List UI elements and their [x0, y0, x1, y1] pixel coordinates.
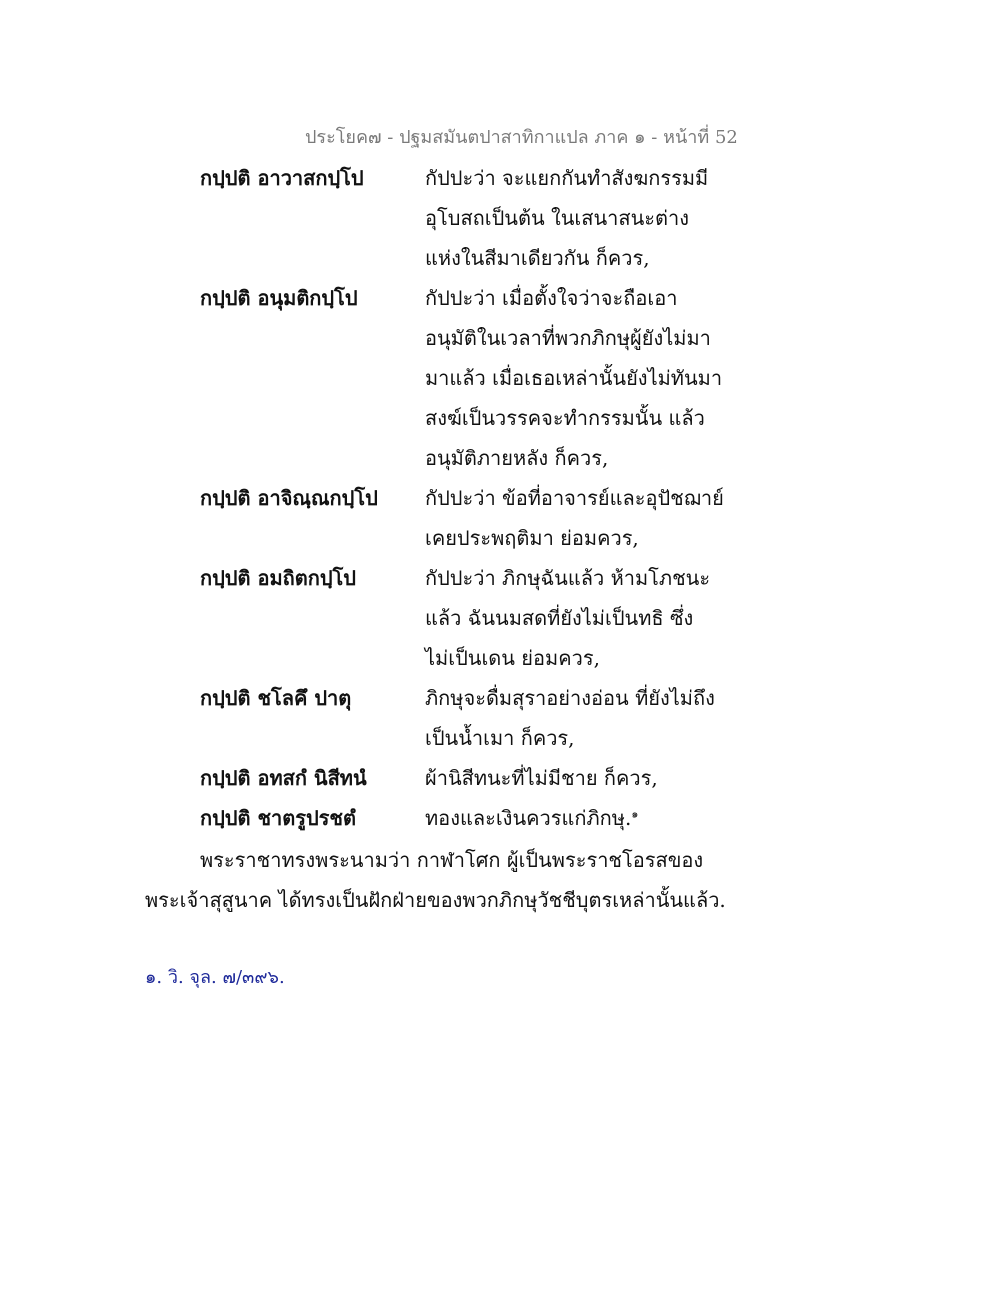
entry-term: กปฺปติ อาวาสกปฺโป	[200, 166, 364, 190]
paragraph-line: พระราชาทรงพระนามว่า กาฬาโศก ผู้เป็นพระราชโอรสของ	[200, 848, 704, 872]
page-header: ประโยค๗ - ปฐมสมันตปาสาทิกาแปล ภาค ๑ - หน้าที่ 52	[305, 127, 738, 148]
entry-term: กปฺปติ อาจิณฺณกปฺโป	[200, 486, 378, 510]
entry-term: กปฺปติ ชาตรูปรชตํ	[200, 806, 356, 830]
entry-term: กปฺปติ อทสกํ นิสีทนํ	[200, 766, 367, 790]
footnote: ๑. วิ. จุล. ๗/๓๙๖.	[145, 967, 285, 988]
entry-definition-line: กัปปะว่า เมื่อตั้งใจว่าจะถือเอา	[425, 286, 678, 310]
entry-definition-line: ผ้านิสีทนะที่ไม่มีชาย ก็ควร,	[425, 766, 658, 790]
entry-term: กปฺปติ อมถิตกปฺโป	[200, 566, 356, 590]
entry-definition-line: ไม่เป็นเดน ย่อมควร,	[425, 646, 600, 670]
entry-definition-line: เคยประพฤติมา ย่อมควร,	[425, 526, 639, 550]
entry-definition-line: เป็นน้ำเมา ก็ควร,	[425, 726, 575, 750]
entry-definition-line: ภิกษุจะดื่มสุราอย่างอ่อน ที่ยังไม่ถึง	[425, 686, 715, 710]
entry-definition-line: มาแล้ว เมื่อเธอเหล่านั้นยังไม่ทันมา	[425, 366, 723, 390]
entry-definition-line: แล้ว ฉันนมสดที่ยังไม่เป็นทธิ ซึ่ง	[425, 606, 694, 630]
entry-definition-line: กัปปะว่า ภิกษุฉันแล้ว ห้ามโภชนะ	[425, 566, 711, 590]
entry-definition-line	[425, 802, 638, 834]
entry-definition-line: อนุมัติในเวลาที่พวกภิกษุผู้ยังไม่มา	[425, 326, 711, 350]
entry-definition-line: อนุมัติภายหลัง ก็ควร,	[425, 446, 609, 470]
entry-definition-text: ทองและเงินควรแก่ภิกษุ.	[425, 806, 632, 830]
entry-term: กปฺปติ ชโลคึ ปาตุ	[200, 686, 352, 710]
entry-definition-line: สงฆ์เป็นวรรคจะทำกรรมนั้น แล้ว	[425, 406, 705, 430]
entry-term: กปฺปติ อนุมติกปฺโป	[200, 286, 358, 310]
paragraph-line: พระเจ้าสุสูนาค ได้ทรงเป็นฝักฝ่ายของพวกภิกษุวัชชีบุตรเหล่านั้นแล้ว.	[145, 888, 726, 912]
entry-definition-line: กัปปะว่า จะแยกกันทำสังฆกรรมมี	[425, 166, 709, 190]
entry-definition-line: แห่งในสีมาเดียวกัน ก็ควร,	[425, 246, 650, 270]
footnote-marker: ๑	[631, 807, 639, 821]
entry-definition-line: กัปปะว่า ข้อที่อาจารย์และอุปัชฌาย์	[425, 486, 724, 510]
entry-definition-line: อุโบสถเป็นต้น ในเสนาสนะต่าง	[425, 206, 689, 230]
